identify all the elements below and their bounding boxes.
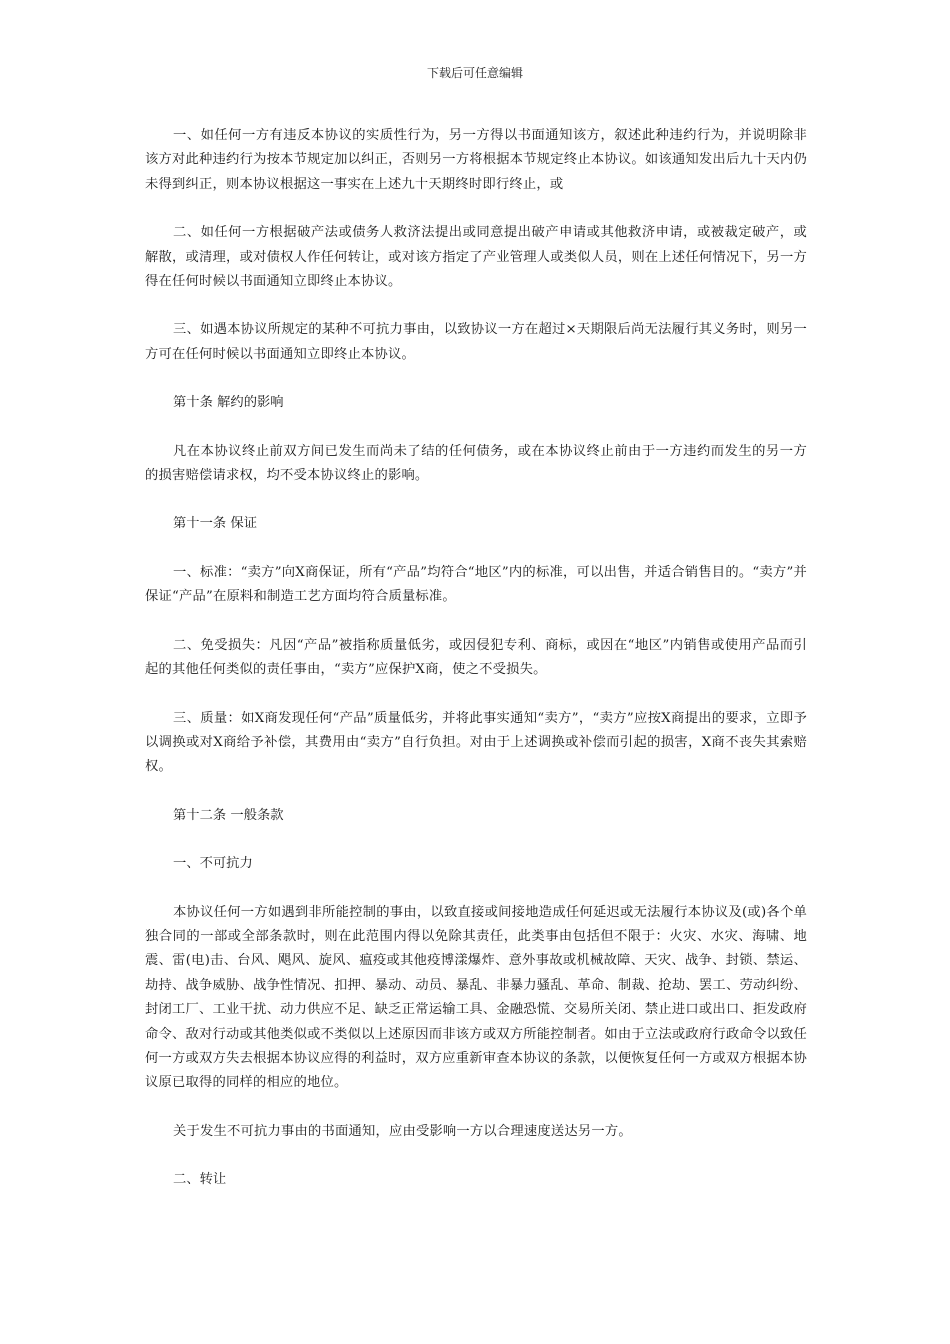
paragraph-warranty-indemnity: 二、免受损失：凡因“产品”被指称质量低劣，或因侵犯专利、商标，或因在“地区”内销售或使用产品而引起的其他任何类似的责任事由，“卖方”应保护X商，使之不受损失。 xyxy=(145,637,807,678)
paragraph-termination-force-majeure: 三、如遇本协议所规定的某种不可抗力事由，以致协议一方在超过×天期限后尚无法履行其义务时，则另一方可在任何时候以书面通知立即终止本协议。 xyxy=(145,322,807,362)
document-body xyxy=(145,124,807,1193)
paragraph-force-majeure-notice: 关于发生不可抗力事由的书面通知，应由受影响一方以合理速度送达另一方。 xyxy=(173,1123,632,1139)
paragraph-warranty-standard: 一、标准：“卖方”向X商保证，所有“产品”均符合“地区”内的标准，可以出售，并适合销售目的。“卖方”并保证“产品”在原料和制造工艺方面均符合质量标准。 xyxy=(145,564,807,605)
paragraph-force-majeure: 本协议任何一方如遇到非所能控制的事由，以致直接或间接地造成任何延迟或无法履行本协议及(或)各个单独合同的一部或全部条款时，则在此范围内得以免除其责任，此类事由包括但不限于：火灾、水灾、海啸、地震、雷(电)击、台风、飓风、旋风、瘟疫或其他疫博漾爆炸、意外事故或机械故障、天灾、战争、封锁、禁运、劫持、战争威胁、战争性情况、扣押、暴动、动员、暴乱、非暴力骚乱、革命、制裁、抢劫、罢工、劳动纠纷、封闭工厂、工业干扰、动力供应不足、缺乏正常运输工具、金融恐慌、交易所关闭、禁止进口或出口、拒发政府命令、敌对行动或其他类似或不类似以上述原因而非该方或双方所能控制者。如由于立法或政府行政命令以致任何一方或双方失去根据本协议应得的利益时，双方应重新审查本协议的条款，以便恢复任何一方或双方根据本协议原已取得的同样的相应的地位。 xyxy=(145,904,807,1091)
page-header-note: 下载后可任意编辑 xyxy=(426,66,523,80)
subsection-heading-force-majeure: 一、不可抗力 xyxy=(173,856,253,872)
subsection-heading-assignment: 二、转让 xyxy=(173,1172,227,1188)
paragraph-warranty-quality: 三、质量：如X商发现任何“产品”质量低劣，并将此事实通知“卖方”，“卖方”应按X商提出的要求，立即予以调换或对X商给予补偿，其费用由“卖方”自行负担。对由于上述调换或补偿而引起的损害，X商不丧失其索赔权。 xyxy=(145,710,807,775)
section-heading-article-12: 第十二条 一般条款 xyxy=(173,807,284,823)
paragraph-termination-bankruptcy: 二、如任何一方根据破产法或债务人救济法提出或同意提出破产申请或其他救济申请，或被裁定破产，或解散，或清理，或对债权人作任何转让，或对该方指定了产业管理人或类似人员，则在上述任何情况下，另一方得在任何时候以书面通知立即终止本协议。 xyxy=(145,225,807,290)
section-heading-article-11: 第十一条 保证 xyxy=(173,516,258,532)
paragraph-effect-of-termination: 凡在本协议终止前双方间已发生而尚未了结的任何债务，或在本协议终止前由于一方违约而发生的另一方的损害赔偿请求权，均不受本协议终止的影响。 xyxy=(145,443,807,484)
section-heading-article-10: 第十条 解约的影响 xyxy=(173,395,284,411)
paragraph-termination-breach: 一、如任何一方有违反本协议的实质性行为，另一方得以书面通知该方，叙述此种违约行为，并说明除非该方对此种违约行为按本节规定加以纠正，否则另一方将根据本节规定终止本协议。如该通知发出后九十天内仍未得到纠正，则本协议根据这一事实在上述九十天期终时即行终止，或 xyxy=(145,128,807,192)
